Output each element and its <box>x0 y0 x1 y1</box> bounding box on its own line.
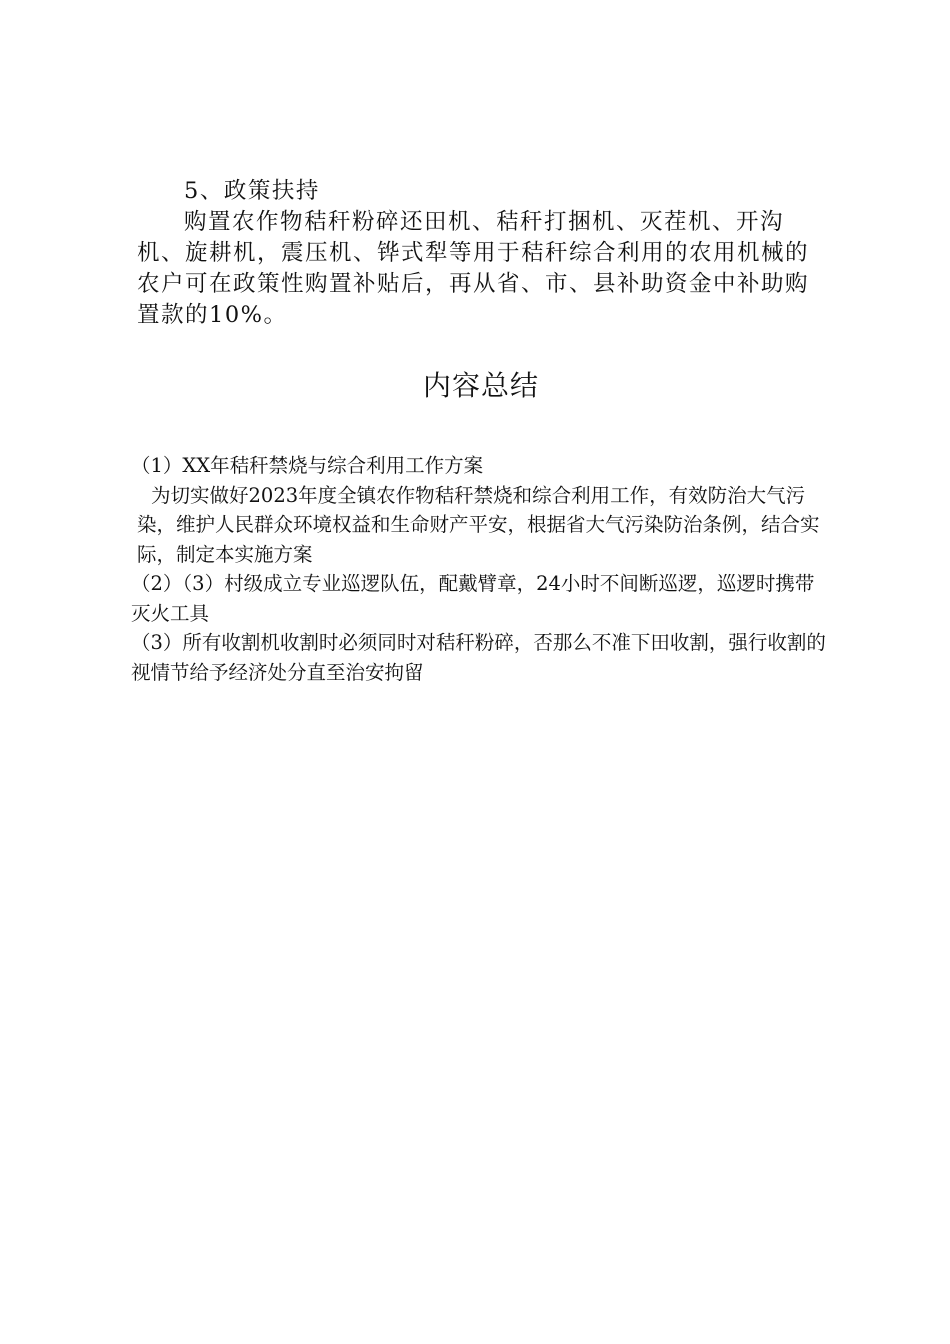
summary-item-1: （1）XX年秸秆禁烧与综合利用工作方案 <box>131 454 484 477</box>
policy-paragraph: 购置农作物秸秆粉碎还田机、秸秆打捆机、灭茬机、开沟机、旋耕机，震压机、铧式犁等用于秸秆综合利用的农用机械的农户可在政策性购置补贴后，再从省、市、县补助资金中补助购置款的10%。 <box>137 209 810 328</box>
summary-item-2: （2）（3）村级成立专业巡逻队伍，配戴臂章，24小时不间断巡逻，巡逻时携带灭火工具 <box>131 572 815 625</box>
policy-section <box>137 176 827 331</box>
summary-title: 内容总结 <box>422 369 539 402</box>
summary-body <box>131 451 827 687</box>
summary-item-1-detail: 为切实做好2023年度全镇农作物秸秆禁烧和综合利用工作，有效防治大气污染，维护人民群众环境权益和生命财产平安，根据省大气污染防治条例，结合实际，制定本实施方案 <box>137 483 820 566</box>
policy-heading: 5、政策扶持 <box>184 178 320 204</box>
summary-item-3: （3）所有收割机收割时必须同时对秸秆粉碎，否那么不准下田收割，强行收割的视情节给予经济处分直至治安拘留 <box>131 631 826 684</box>
